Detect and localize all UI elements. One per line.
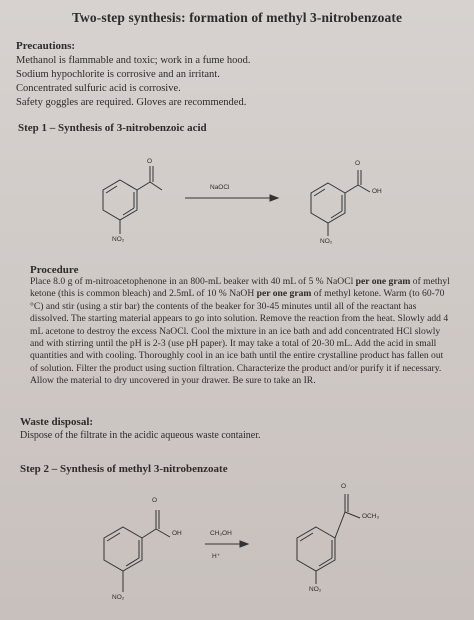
page-title: Two-step synthesis: formation of methyl 3-nitrobenzoate (71, 10, 403, 25)
procedure-heading: Procedure (30, 264, 79, 276)
product-ring-1 (311, 170, 370, 236)
precautions-heading: Precautions: (16, 40, 76, 52)
step1-heading: Step 1 – Synthesis of 3-nitrobenzoic acid (18, 122, 207, 134)
arrow-head-1 (270, 195, 278, 201)
carbonyl-oxygen-label: O (341, 483, 347, 490)
procedure-text-part: of methyl ketone. Warm (to 60-70 °C) and stir (using a stir bar) the contents of the beaker for 30-45 minutes until all of the reactant has dissolved. The starting material appears to go into solution. Remove the reaction from the heat. Slowly add 4 mL acetone to destroy the excess NaOCl. Cool the mixture in an ice bath and add concentrated HCl slowly and with stirring until the pH is 2-3 (use pH paper). It may take a total of 20-30 mL. Add the acid in small quantities and with cooling. Thoroughly cool in an ice bath until the entire crystalline product has fallen out of solution. Filter the product using suction filtration. Characterize the product and/or purify it if necessary. Allow the material to dry uncovered in your drawer. Be sure to take an IR. (30, 288, 449, 387)
carbonyl-oxygen-label: O (152, 497, 158, 504)
procedure-emphasis: per one gram (355, 276, 411, 287)
procedure-text (30, 276, 450, 388)
reactant-ring-2 (104, 510, 170, 592)
nitro-label: NO₂ (112, 236, 125, 243)
product-ring-2 (297, 494, 360, 584)
carbonyl-oxygen-label: O (355, 160, 361, 167)
arrow-head-2 (240, 541, 248, 547)
precaution-line: Concentrated sulfuric acid is corrosive. (16, 83, 181, 94)
nitro-label: NO₂ (309, 586, 322, 593)
reagent-acid-label: H⁺ (212, 553, 221, 560)
procedure-emphasis: per one gram (256, 288, 312, 300)
procedure-text-part: Place 8.0 g of m-nitroacetophenone in an 800-mL beaker with 40 mL of 5 % NaOCl (30, 276, 356, 287)
precaution-line: Methanol is flammable and toxic; work in a fume hood. (16, 55, 251, 66)
step2-heading: Step 2 – Synthesis of methyl 3-nitrobenzoate (20, 463, 228, 475)
reactant-ring-1 (103, 166, 162, 234)
methoxy-label: OCH₃ (362, 513, 380, 520)
nitro-label: NO₂ (112, 594, 125, 601)
waste-text: Dispose of the filtrate in the acidic aqueous waste container. (20, 430, 261, 441)
precaution-line: Sodium hypochlorite is corrosive and an irritant. (16, 69, 220, 80)
hydroxyl-label: OH (372, 188, 382, 195)
reagent-methanol-label: CH₃OH (210, 530, 232, 537)
reagent-label: NaOCl (210, 184, 230, 191)
hydroxyl-label: OH (172, 530, 182, 537)
precaution-line: Safety goggles are required. Gloves are recommended. (16, 97, 247, 108)
waste-heading: Waste disposal: (20, 416, 94, 428)
carbonyl-oxygen-label: O (147, 158, 153, 165)
procedure-text-part: of methyl ketone (this is common bleach) and 2.5mL of 10 % NaOH (30, 276, 450, 300)
nitro-label: NO₂ (320, 238, 333, 245)
